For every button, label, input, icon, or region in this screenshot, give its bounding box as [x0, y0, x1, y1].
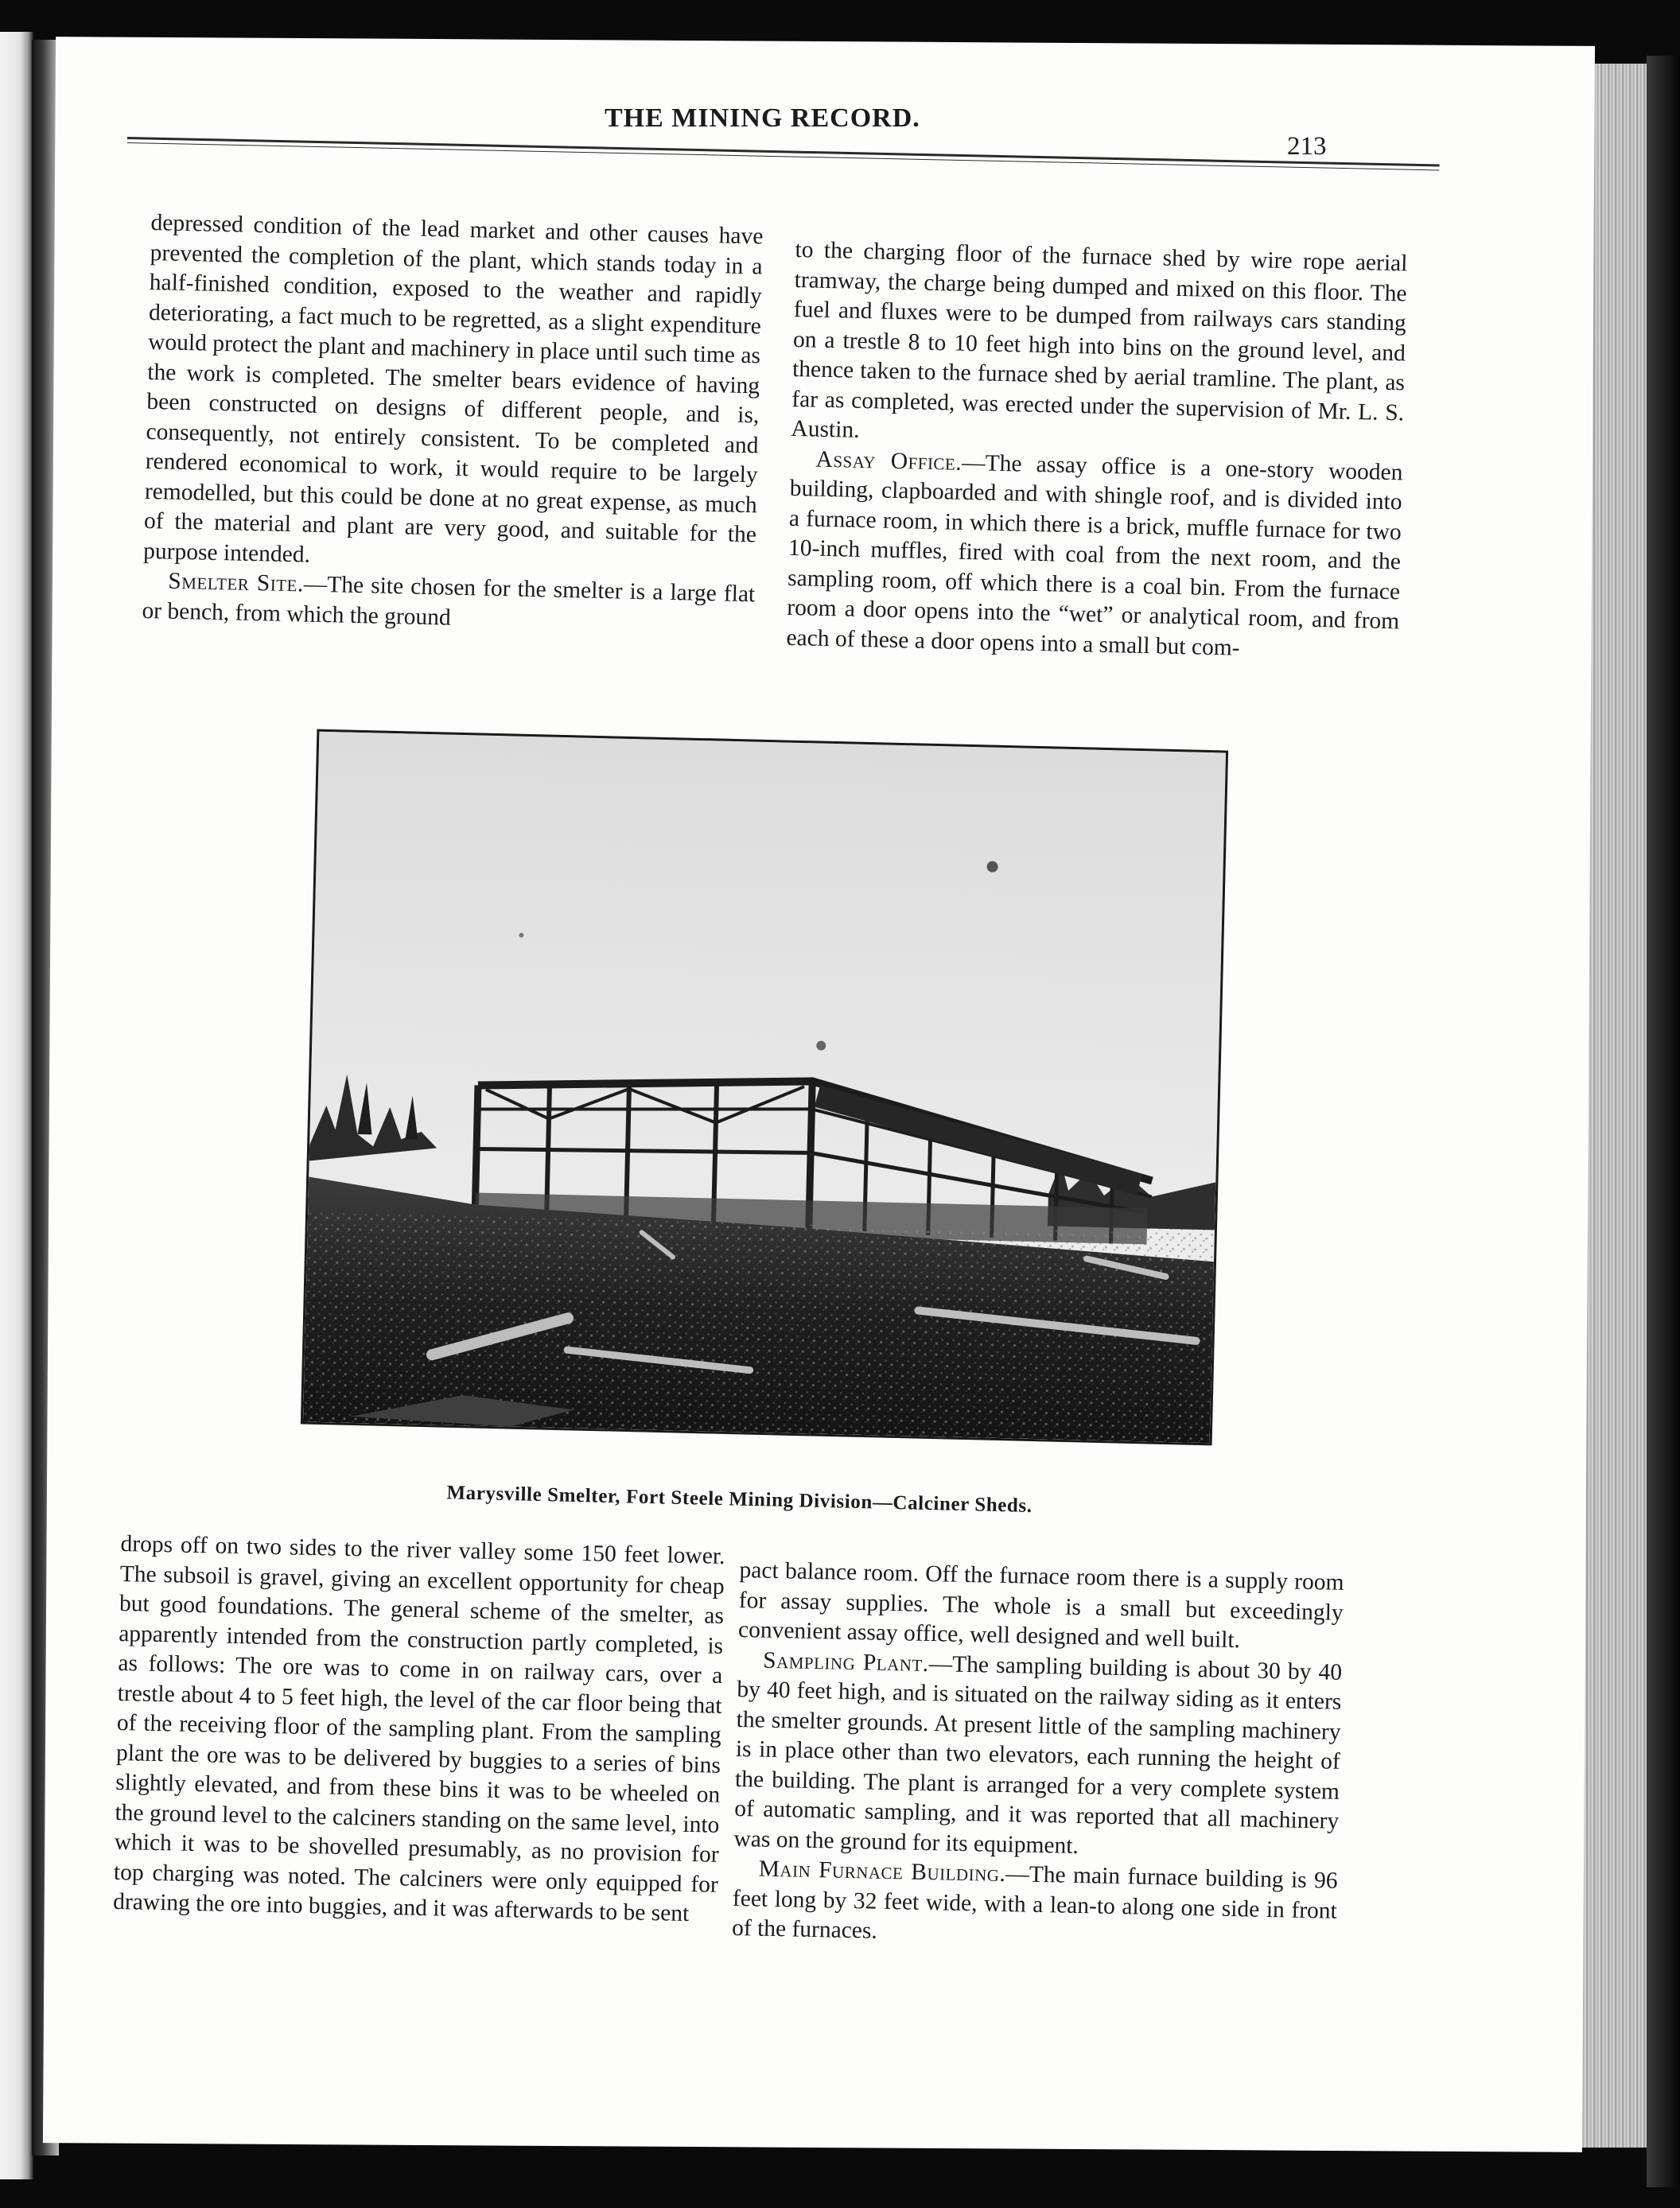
running-title: THE MINING RECORD. — [605, 103, 920, 133]
paragraph: pact balance room. Off the furnace room there is a supply room for assay supplies. The whole is a small but exceedingly convenient assay office, well designed and well built. — [737, 1557, 1344, 1654]
section-heading: Sampling Plant. — [762, 1647, 930, 1677]
column-top-left — [142, 208, 764, 639]
paragraph — [786, 444, 1403, 667]
paragraph-body: —The assay office is a one-story wooden building, clapboarded and with shingle roof, and is divided into a furnace room, in which there is a brick, muffle furnace for two 10-inch muffles, fired with coal from the next room, and the sampling room, off which there is a coal bin. From the furnace room a door opens into the “wet” or analytical room, and from each of these a door opens into a small but com- — [786, 449, 1403, 661]
smelter-photograph — [301, 729, 1228, 1446]
paragraph: to the charging floor of the furnace shed by wire rope aerial tramway, the charge being dumped and mixed on this floor. The fuel and fluxes were to be dumped from railways cars standing on a trestle 8 to 10 feet high into bins on the ground level, and thence taken to the furnace shed by aerial tramline. The plant, as far as completed, was erected under the supervision of Mr. L. S. Austin. — [791, 236, 1408, 443]
paragraph-body: —The sampling building is about 30 by 40 by 40 feet high, and is situated on the railway siding as it enters the smelter grounds. At present little of the sampling machinery is in place other than two elevators, each running the height of the building. The plant is arranged for a very complete system of automatic sampling, and it was reported that all machinery was on the ground for its equipment. — [733, 1650, 1343, 1859]
section-heading: Smelter Site. — [168, 568, 305, 597]
page-number: 213 — [1287, 132, 1327, 161]
paragraph: depressed condition of the lead market and other causes have prevented the completion of the plant, which stands today in a half-finished condition, exposed to the weather and rapidly deteriorating, a fact much to be regretted, as a slight expenditure would protect the plant and machinery in place until such time as the work is completed. The smelter bears evidence of having been constructed on designs of different people, and is, consequently, not entirely consistent. To be completed and rendered economical to work, it would require to be largely remodelled, but this could be done at no great expense, as much of the material and plant are very good, and suitable for the purpose intended. — [142, 209, 764, 568]
section-heading: Assay Office. — [815, 446, 962, 476]
paragraph — [732, 1854, 1338, 1956]
book-binding-left — [0, 32, 33, 2179]
section-heading: Main Furnace Building. — [758, 1856, 1006, 1887]
paragraph-body: —The site chosen for the smelter is a large flat or bench, from which the ground — [142, 571, 756, 631]
column-top-right — [786, 235, 1408, 667]
column-bottom-right — [732, 1556, 1344, 1956]
paragraph — [733, 1645, 1342, 1866]
paragraph-body: —The main furnace building is 96 feet long by 32 feet wide, with a lean-to along one side in front of the furnaces. — [731, 1861, 1338, 1944]
figure-caption: Marysville Smelter, Fort Steele Mining Division—Calciner Sheds. — [446, 1482, 1032, 1517]
scan-edge-shadow — [1647, 56, 1680, 2187]
column-bottom-left — [113, 1530, 725, 1930]
photo-image — [303, 732, 1226, 1444]
paragraph: drops off on two sides to the river valley some 150 feet lower. The subsoil is gravel, giving an excellent opportunity for cheap but good foundations. The general scheme of the smelter, as apparently intended from the construction partly completed, is as follows: The ore was to come in on railway cars, over a trestle about 4 to 5 feet high, the level of the car floor being that of the receiving floor of the sampling plant. From the sampling plant the ore was to be delivered by buggies to a series of bins slightly elevated, and from these bins it was to be wheeled on the ground level to the calciners standing on the same level, into which it was to be shovelled presumably, as no provision for top charging was noted. The calciners were only equipped for drawing the ore into buggies, and it was afterwards to be sent — [112, 1530, 725, 1927]
